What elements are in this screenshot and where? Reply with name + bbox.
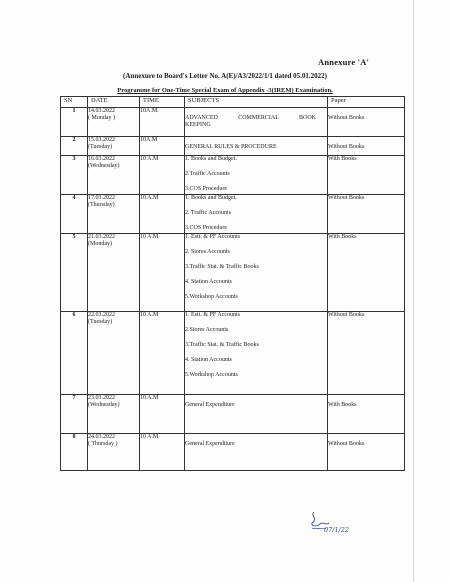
- cell-date: [88, 137, 140, 156]
- cell-sn: 3: [61, 156, 88, 195]
- exam-day: (Wednesday): [88, 401, 120, 408]
- programme-title: Programme for One-Time Special Exam of Appendix -3(IREM) Examination.: [117, 87, 333, 94]
- cell-time: 10 A.M: [140, 234, 185, 312]
- cell-subjects: [185, 395, 328, 434]
- cell-time: 10 A.M: [140, 395, 185, 434]
- cell-time: 10A.M.: [140, 108, 185, 137]
- header-paper: Paper: [328, 97, 405, 108]
- subject-item: 5.Workshop Accounts: [185, 371, 238, 378]
- table-row: [61, 156, 405, 195]
- cell-subjects: [185, 108, 328, 137]
- subject-item: GENERAL RULES & PROCEDURE: [185, 144, 277, 150]
- table-row: [61, 395, 405, 434]
- header-time: TIME: [140, 97, 185, 108]
- subject-item: ADVANCED COMMERCIAL BOOK: [185, 115, 316, 121]
- cell-date: [88, 108, 140, 137]
- cell-paper: Without Books: [328, 434, 405, 471]
- subject-item: 1. Estt. & PF Accounts: [185, 312, 241, 318]
- exam-day: (Wednesday): [88, 162, 120, 169]
- exam-date: 23.03.2022: [88, 395, 115, 401]
- subject-item: 2. Stores Accounts: [185, 248, 230, 255]
- cell-paper: Without Books: [328, 195, 405, 234]
- exam-date: 15.03.2022: [88, 137, 115, 143]
- cell-sn: 8: [61, 434, 88, 471]
- table-row: [61, 234, 405, 312]
- subject-item: 2. Traffic Accounts: [185, 209, 232, 216]
- exam-date: 21.03.2022: [88, 234, 115, 240]
- cell-paper: With Books: [328, 395, 405, 434]
- subject-item: General Expenditure: [185, 402, 235, 408]
- exam-date: 14.03.2022: [88, 108, 115, 114]
- exam-day: (Monday): [88, 240, 112, 247]
- cell-time: 10 A.M: [140, 156, 185, 195]
- cell-subjects: [185, 234, 328, 312]
- subject-item: 4. Station Accounts: [185, 356, 232, 363]
- exam-date: 22.03.2022: [88, 312, 115, 318]
- exam-day: ( Thursday ): [88, 440, 118, 447]
- subject-item: 3.Traffic Stat. & Traffic Books: [185, 263, 259, 270]
- subject-item: 1. Books and Budget.: [185, 156, 237, 162]
- exam-day: (Thursday): [88, 201, 115, 208]
- subject-item: 1. Books and Budget.: [185, 195, 237, 201]
- cell-sn: 4: [61, 195, 88, 234]
- exam-date: 17.03.2022: [88, 195, 115, 201]
- table-row: [61, 312, 405, 395]
- cell-sn: 5: [61, 234, 88, 312]
- exam-day: (Tuesday): [88, 318, 113, 325]
- subject-item: 5.Workshop Accounts: [185, 293, 238, 300]
- cell-subjects: [185, 137, 328, 156]
- cell-paper: Without Books: [328, 108, 405, 137]
- cell-sn: 6: [61, 312, 88, 395]
- cell-date: [88, 234, 140, 312]
- exam-date: 24.03.2022: [88, 434, 115, 440]
- table-row: [61, 195, 405, 234]
- cell-time: 10 A.M: [140, 195, 185, 234]
- subject-item: 3.COS Procedure: [185, 185, 227, 192]
- cell-paper: Without Books: [328, 312, 405, 395]
- cell-date: [88, 434, 140, 471]
- signature-date: 07/1/22: [324, 526, 350, 534]
- annexure-label: Annexure 'A': [318, 57, 370, 67]
- cell-date: [88, 395, 140, 434]
- reference-line: (Annexure to Board's Letter No. A(E)/A3/2022/1/1 dated 05.01.2022): [123, 72, 327, 80]
- cell-subjects: [185, 434, 328, 471]
- cell-sn: 7: [61, 395, 88, 434]
- cell-paper: Without Books: [328, 137, 405, 156]
- cell-sn: 2: [61, 137, 88, 156]
- table-row: [61, 137, 405, 156]
- cell-time: 10A.M: [140, 137, 185, 156]
- subject-item: 2.Traffic Accounts: [185, 170, 230, 177]
- exam-date: 16.03.2022: [88, 156, 115, 162]
- table-row: [61, 434, 405, 471]
- cell-sn: 1: [61, 108, 88, 137]
- subject-item: General Expenditure: [185, 441, 235, 447]
- exam-day: (Tuesday): [88, 143, 113, 150]
- exam-schedule-table: [60, 96, 405, 471]
- cell-paper: With Books: [328, 156, 405, 195]
- cell-date: [88, 156, 140, 195]
- cell-subjects: [185, 156, 328, 195]
- table-header-row: [61, 97, 405, 108]
- cell-time: 10 A.M: [140, 312, 185, 395]
- cell-subjects: [185, 312, 328, 395]
- subject-item: 3.COS Procedure: [185, 224, 227, 231]
- exam-day: ( Monday ): [88, 114, 115, 121]
- subject-item: 3.Traffic Stat. & Traffic Books: [185, 341, 259, 348]
- handwritten-signature: [304, 508, 354, 538]
- header-subjects: SUBJECTS: [185, 97, 328, 108]
- header-sn: SN: [61, 97, 88, 108]
- header-date: DATE: [88, 97, 140, 108]
- subject-item: 4. Station Accounts: [185, 278, 232, 285]
- cell-date: [88, 312, 140, 395]
- subject-item: 2.Stores Accounts: [185, 326, 229, 333]
- subject-item: KEEPING: [185, 121, 211, 128]
- table-row: [61, 108, 405, 137]
- cell-date: [88, 195, 140, 234]
- cell-paper: With Books: [328, 234, 405, 312]
- cell-time: 10 A.M: [140, 434, 185, 471]
- subject-item: 1. Estt. & PF Accounts: [185, 234, 241, 240]
- cell-subjects: [185, 195, 328, 234]
